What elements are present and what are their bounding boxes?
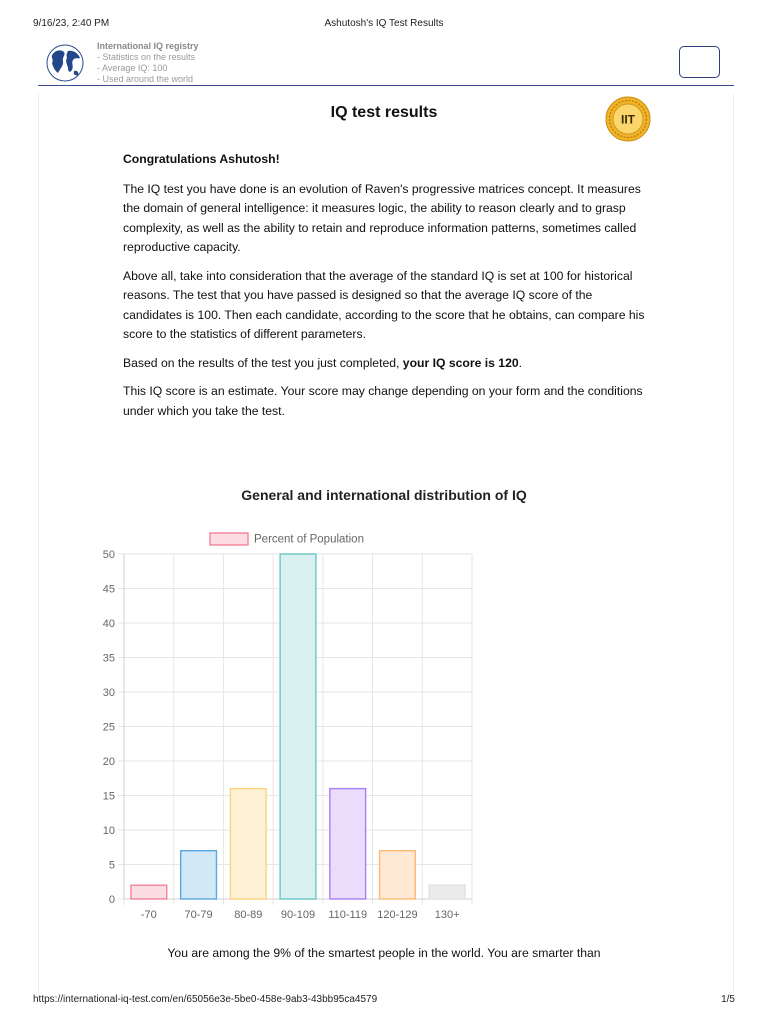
bar--70[interactable] <box>131 885 167 899</box>
x-tick-label: 110-119 <box>328 909 368 921</box>
bar-120-129[interactable] <box>380 851 416 899</box>
results-content <box>123 150 653 430</box>
score-sentence <box>123 354 653 374</box>
bar-130+[interactable] <box>429 885 465 899</box>
site-name: International IQ registry <box>97 41 199 51</box>
print-url: https://international-iq-test.com/en/65056e3e-5be0-458e-9ab3-43bb95ca4579 <box>33 994 378 1005</box>
y-tick-label: 20 <box>102 756 115 768</box>
chart-title: General and international distribution of IQ <box>241 487 527 503</box>
score-prefix: Based on the results of the test you just completed, <box>123 355 403 370</box>
print-header <box>0 18 768 32</box>
print-footer <box>0 994 768 1008</box>
paragraph-average: Above all, take into consideration that the average of the standard IQ is set at 100 for historical reasons. The test that you have passed is designed so that the average IQ score of the candidates is 100. Then each candidate, according to the score that he obtains, can compare his score to the statistics of different parameters. <box>123 268 645 341</box>
print-document-title: Ashutosh's IQ Test Results <box>324 18 444 29</box>
print-timestamp: 9/16/23, 2:40 PM <box>33 18 110 29</box>
menu-toggle-button[interactable] <box>679 46 720 78</box>
y-tick-label: 15 <box>102 790 115 803</box>
bar-70-79[interactable] <box>181 851 217 899</box>
legend-swatch <box>210 533 248 545</box>
score-suffix: . <box>518 355 523 370</box>
iq-score: your IQ score is 120 <box>402 355 519 370</box>
chart-legend[interactable] <box>210 533 364 546</box>
greeting: Congratulations Ashutosh! <box>123 152 280 166</box>
y-tick-label: 30 <box>102 687 115 699</box>
y-tick-label: 40 <box>102 618 115 630</box>
globe-logo-icon[interactable] <box>44 42 86 82</box>
x-tick-label: 90-109 <box>280 909 316 921</box>
legend-label: Percent of Population <box>254 533 364 546</box>
y-tick-label: 35 <box>102 652 115 665</box>
smartness-summary: You are among the 9% of the smartest people in the world. You are smarter than <box>167 946 601 960</box>
x-tick-label: 80-89 <box>234 909 263 921</box>
paragraph-estimate: This IQ score is an estimate. Your score may change depending on your form and the conditions under which you take the test. <box>123 384 643 418</box>
site-header <box>38 40 734 86</box>
site-brand <box>97 41 199 85</box>
chart-x-ticks <box>141 909 460 921</box>
site-tagline-3: - Used around the world <box>97 74 194 84</box>
y-tick-label: 0 <box>108 894 115 906</box>
chart-y-ticks <box>103 549 115 906</box>
site-tagline-1: - Statistics on the results <box>97 52 196 62</box>
iit-medal-badge-icon <box>605 96 651 142</box>
badge-text: IIT <box>621 112 635 127</box>
x-tick-label: 130+ <box>434 909 460 921</box>
site-tagline-2: - Average IQ: 100 <box>97 63 168 73</box>
x-tick-label: 120-129 <box>377 909 418 921</box>
page-title: IQ test results <box>330 104 438 121</box>
bar-90-109[interactable] <box>280 554 316 899</box>
x-tick-label: 70-79 <box>184 909 213 921</box>
bar-80-89[interactable] <box>230 789 266 899</box>
y-tick-label: 10 <box>102 825 115 837</box>
y-tick-label: 25 <box>102 721 115 734</box>
y-tick-label: 45 <box>102 583 115 596</box>
page-number: 1/5 <box>721 994 735 1005</box>
y-tick-label: 50 <box>102 549 115 561</box>
iq-distribution-chart <box>90 522 490 922</box>
y-tick-label: 5 <box>108 859 115 872</box>
x-tick-label: -70 <box>140 909 157 921</box>
bar-110-119[interactable] <box>330 789 366 899</box>
paragraph-raven: The IQ test you have done is an evolution of Raven's progressive matrices concept. It measures the domain of general intelligence: it measures logic, the ability to reason clearly and to grasp complexity, as well as the ability to retain and reproduce information patterns, sometimes called reproductive capacity. <box>123 181 641 254</box>
